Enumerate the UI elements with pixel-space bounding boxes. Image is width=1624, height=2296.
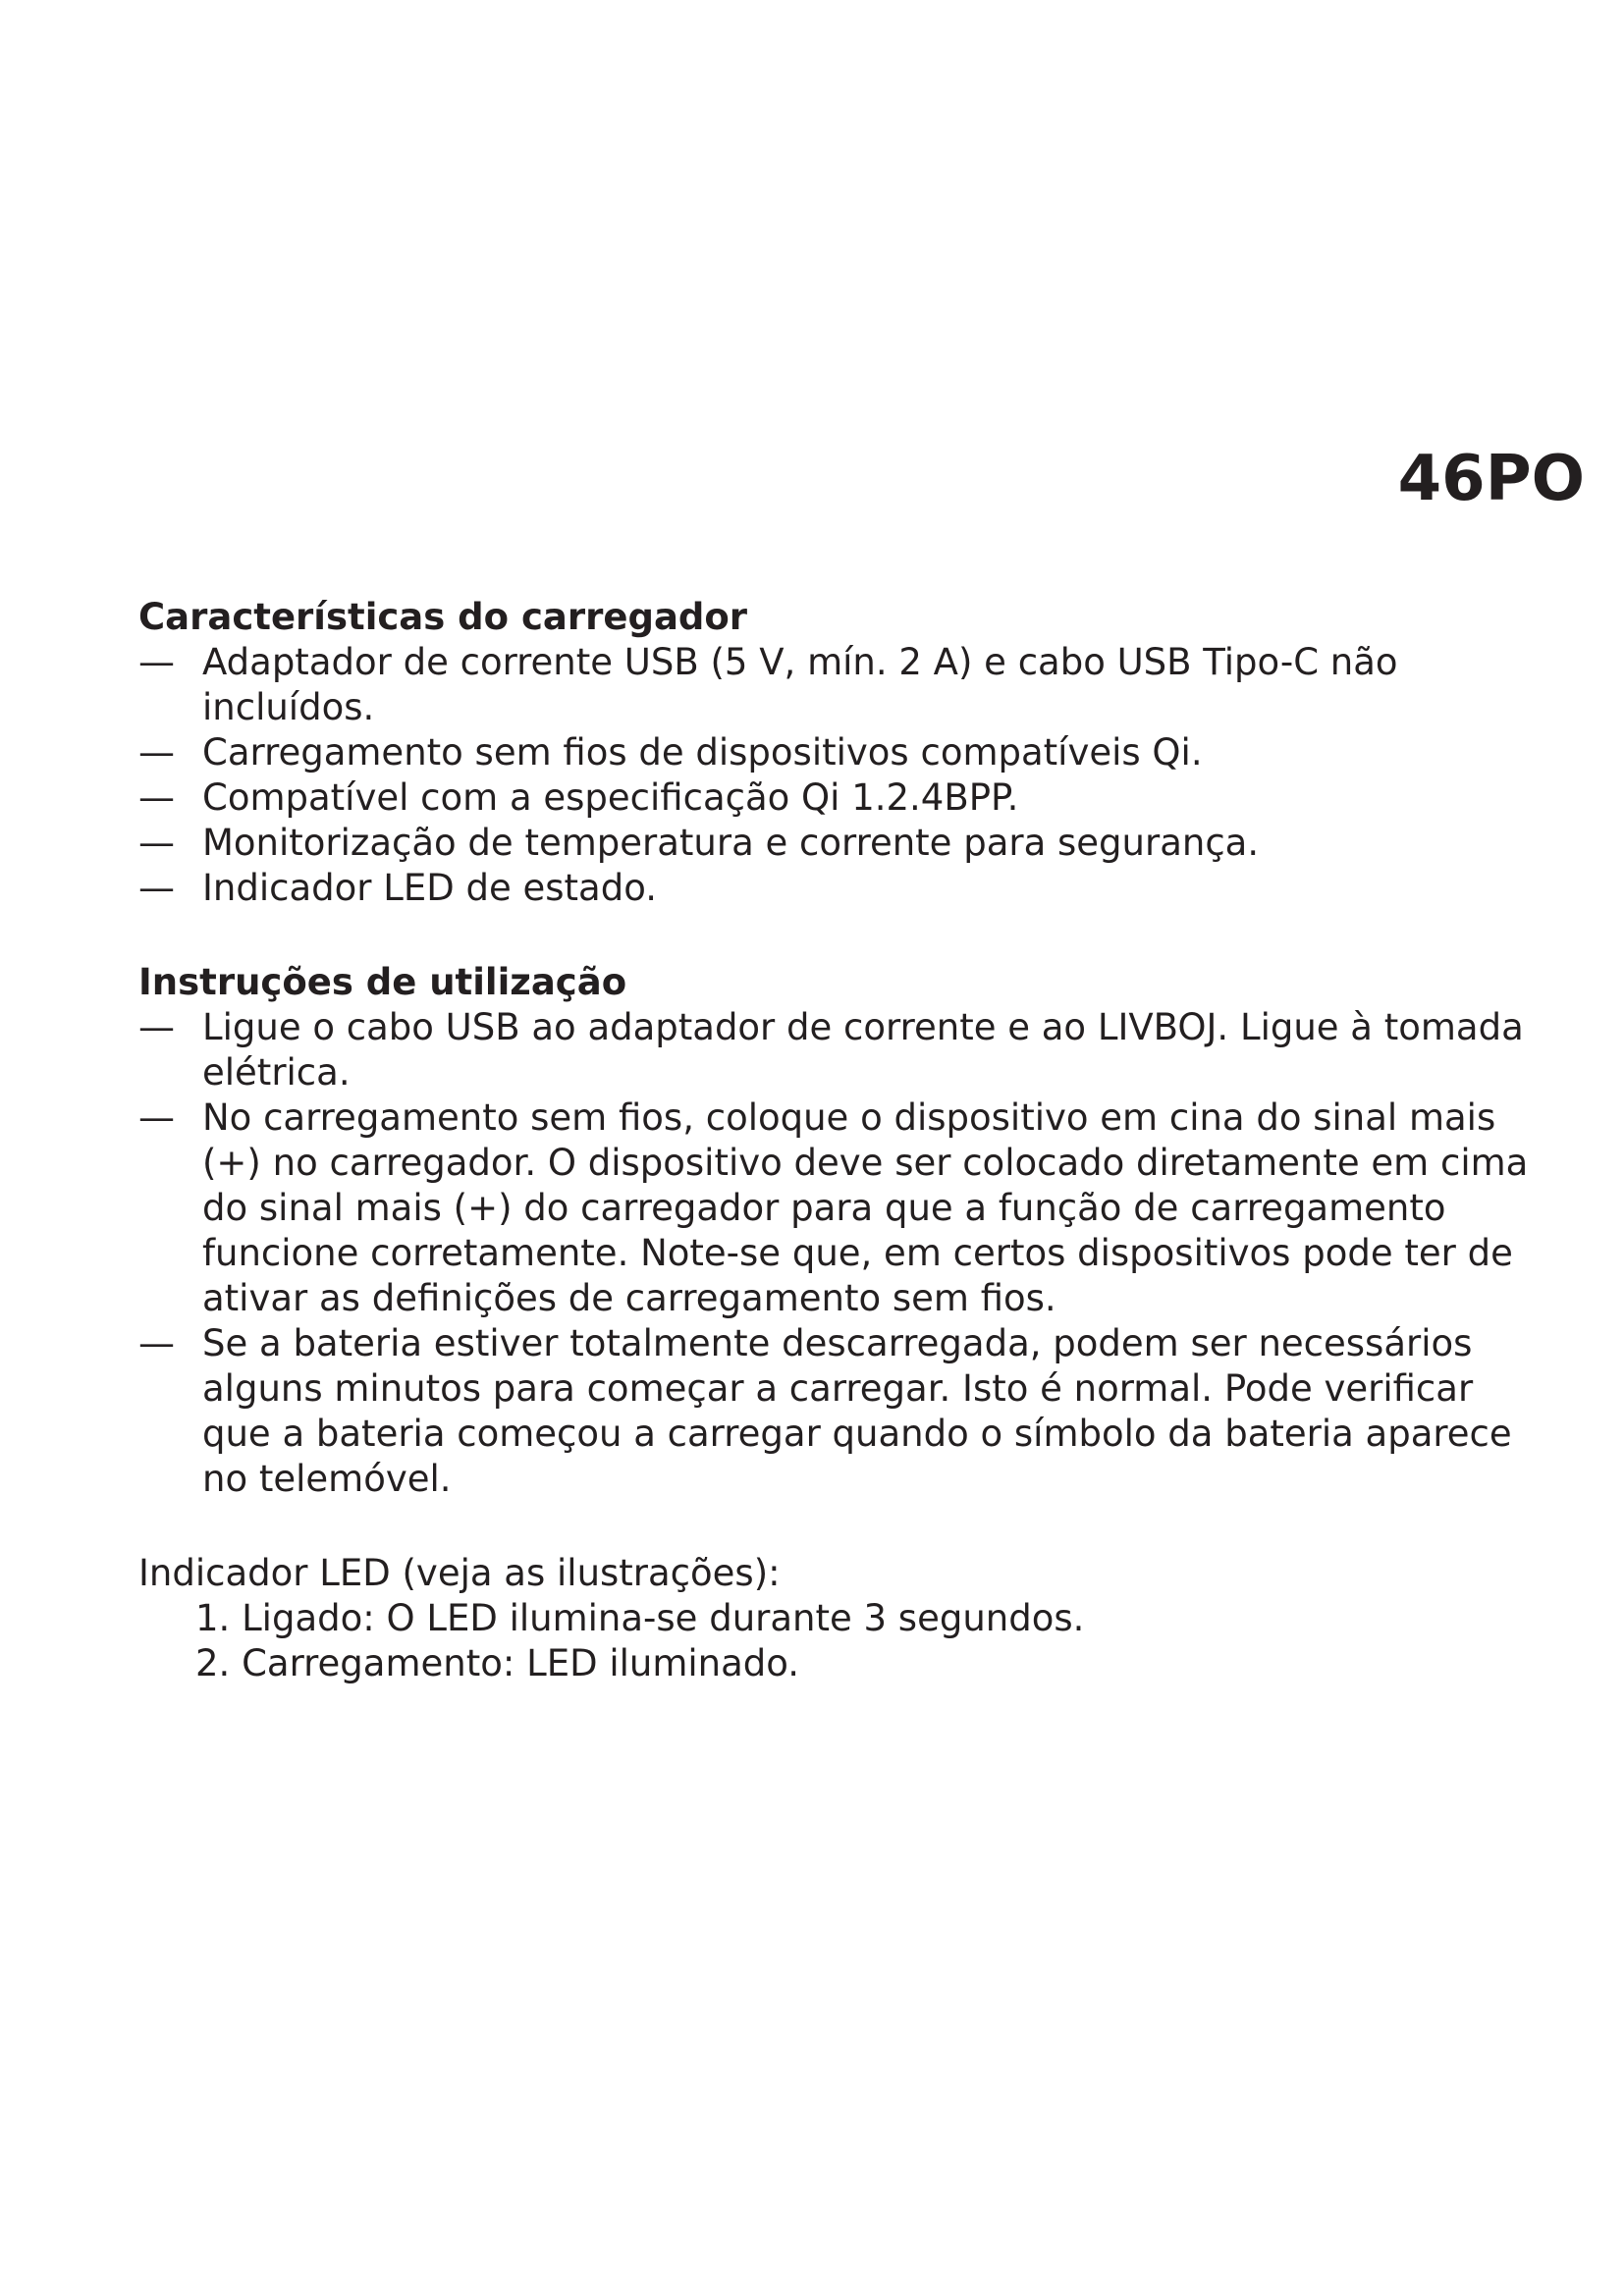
dash-bullet: — [138, 731, 175, 774]
dash-bullet: — [138, 1006, 175, 1048]
feature-text: Monitorização de temperatura e corrente para segurança. [202, 822, 1260, 864]
list-item [138, 821, 1533, 866]
page-code: 46PO [1397, 443, 1585, 515]
list-item [138, 1095, 1533, 1321]
feature-text: Compatível com a especificação Qi 1.2.4BPP. [202, 776, 1019, 819]
features-title: Características do carregador [138, 596, 748, 638]
feature-text: Indicador LED de estado. [202, 867, 657, 909]
instructions-title: Instruções de utilização [138, 961, 627, 1003]
dash-bullet: — [138, 822, 175, 864]
instruction-text: Ligue o cabo USB ao adaptador de corrente e ao LIVBOJ. Ligue à tomada elétrica. [202, 1006, 1524, 1094]
list-item: 1. Ligado: O LED ilumina-se durante 3 segundos. [195, 1597, 1085, 1639]
dash-bullet: — [138, 1322, 175, 1364]
list-item [138, 866, 1533, 911]
list-item [138, 775, 1533, 821]
led-list [138, 1596, 1533, 1686]
dash-bullet: — [138, 867, 175, 909]
list-item [138, 1321, 1533, 1502]
document-body [138, 595, 1533, 1686]
dash-bullet: — [138, 1096, 175, 1139]
dash-bullet: — [138, 776, 175, 819]
feature-text: Carregamento sem fios de dispositivos compatíveis Qi. [202, 731, 1203, 774]
instruction-text: No carregamento sem fios, coloque o dispositivo em cina do sinal mais (+) no carregador. O dispositivo deve ser colocado diretamente em cima do sinal mais (+) do carregador para que a função de carregamento funcione corretamente. Note-se que, em certos dispositivos pode ter de ativar as definições de carregamento sem fios. [202, 1096, 1529, 1319]
instruction-text: Se a bateria estiver totalmente descarregada, podem ser necessários alguns minutos para começar a carregar. Isto é normal. Pode verificar que a bateria começou a carregar quando o símbolo da bateria aparece no telemóvel. [202, 1322, 1512, 1500]
list-item [138, 730, 1533, 775]
list-item [138, 640, 1533, 730]
instructions-list [138, 1005, 1533, 1502]
led-intro: Indicador LED (veja as ilustrações): [138, 1552, 781, 1594]
list-item [138, 1005, 1533, 1095]
dash-bullet: — [138, 641, 175, 683]
feature-text: Adaptador de corrente USB (5 V, mín. 2 A) e cabo USB Tipo-C não incluídos. [202, 641, 1398, 728]
list-item: 2. Carregamento: LED iluminado. [195, 1642, 800, 1684]
features-list [138, 640, 1533, 911]
